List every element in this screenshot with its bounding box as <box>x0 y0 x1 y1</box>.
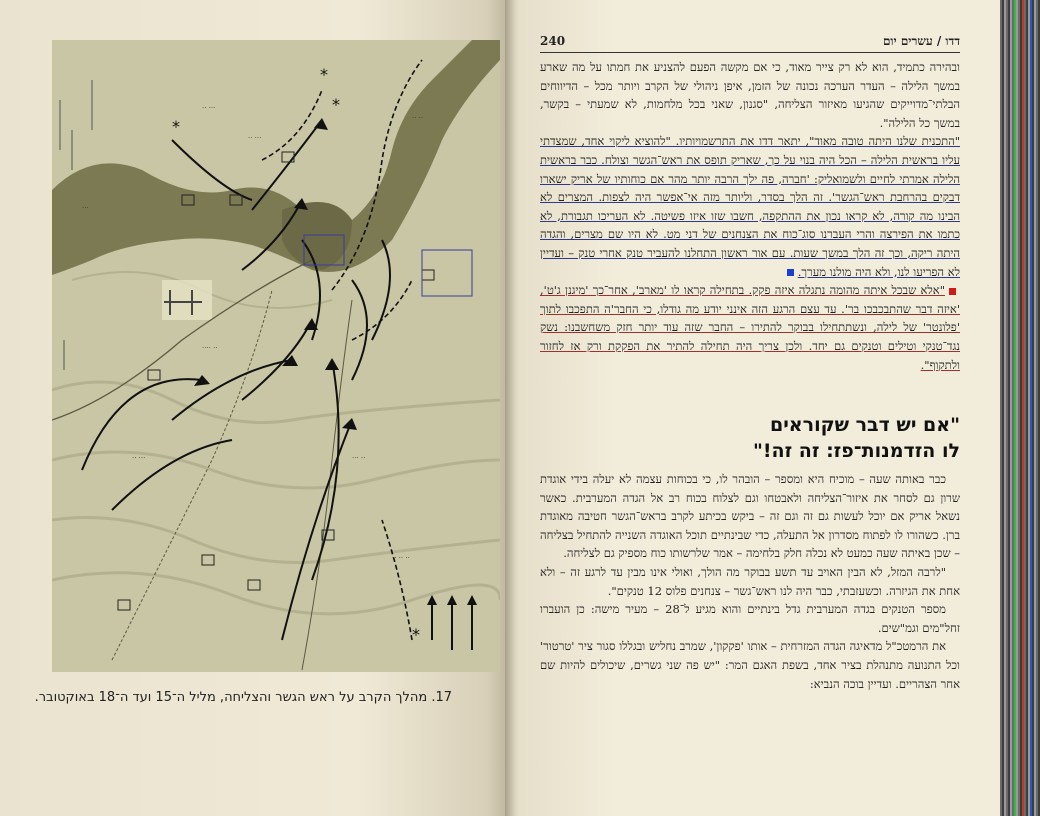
paragraph: ובהירה כתמיד, הוא לא רק צייר מאוד, כי אם מקשה הפעם להצניע את חמתו על מה שארע במשך הלילה – העדר הערכה נכונה של הזמן, איפן ניהולי של הקרב ויותר מכל – הדיווחים הבלתי־מדוייקים שהגיעו מאיזור הצליחה, "סגנון, שאני בכל מלחמות, לא שמעתי – בקשר, במשך כל הלילה". <box>540 60 960 130</box>
underlined-block-red <box>540 281 960 374</box>
svg-text:*: * <box>172 117 180 136</box>
running-head <box>540 34 960 53</box>
page-number: 240 <box>540 34 566 48</box>
svg-text:···· ··: ···· ·· <box>202 344 218 352</box>
battle-map <box>52 40 500 672</box>
left-page <box>0 0 512 816</box>
paragraph: מספר הטנקים בגדה המערבית גדל בינתיים והוא מגיע ל־28 – מעיר מישה: כן הועברו זחל"מים וגמ"שים. <box>540 602 960 635</box>
svg-text:·· ···: ·· ··· <box>202 104 216 112</box>
underlined-block-blue <box>540 132 960 281</box>
blue-square-marker <box>787 269 794 276</box>
svg-text:·· ···: ·· ··· <box>132 454 146 462</box>
text-column-bottom <box>540 470 960 693</box>
map-caption: 17. מהלך הקרב על ראש הגשר והצליחה, מליל ה־15 ועד ה־18 באוקטובר. <box>34 690 452 705</box>
paragraph: את הרמטכ"ל מדאיגה הגדה המזרחית – אותו 'פקקון', שמרב נחליש ובגללו סגור ציר 'טרטור' וכל התנועה מתנהלת בציר אחד, בשפת האגם המר: "יש פה שני גשרים, שיכולים להיות שם אחר הצהריים. ועדיין בוכה הנביא: <box>540 639 960 691</box>
paragraph-underlined: "התכנית שלנו היתה טובה מאוד", יתאר דדו את התרשמויותיו. "להוציא ליקוי אחד, שמצדתי עליו בראשית הלילה – הכל היה בנוי על כך, שאריק תופס את ראש־הגשר וצולח. כבר בראשית הלילה אמרתי לחיים ולשמואליק: 'חברה, פה ילך הרבה יותר מהר אם כוחותיו של אריק ישארו דבקים בהרחבת ראש־הגשר'. זה הלך בסדר, וליותר מזה אי־אפשר היה לצפות. המצרים לא הבינו מה קורה, לא קראו נכון את ההתקפה, חשבו שזו איזו פשיטה. לא העריכו תגבורת, לא כתמו את הפירצה והרי העברנו סוג־כוח את הצנחנים של דני מט. לא היו שם מצרים, והגדה היתה ריקה, וכך זה הלך במשך שעות. עם אור ראשון התחלנו להעביר טנק אחרי טנק – ועדיין לא הפריעו לנו, ולא היה מולנו מערך. <box>540 134 960 279</box>
page-edges <box>1000 0 1040 816</box>
terrain-texture <box>52 272 500 614</box>
svg-text:·· ·· ··: ·· ·· ·· <box>392 554 410 562</box>
svg-text:··· ··: ··· ·· <box>352 454 366 462</box>
section-heading <box>680 412 960 464</box>
svg-text:*: * <box>320 65 328 84</box>
svg-text:*: * <box>332 95 340 114</box>
text-column-top <box>540 58 960 374</box>
svg-text:···: ··· <box>82 204 89 212</box>
paragraph: כבר באותה שעה – מוכיח היא ומספר – הובהר לו, כי בכוחות עצמה לא יעלה בידי אוגדת שרון גם לסחר את איזור־הצליחה ולאבטחו וגם לצלוח בכוח רב אל הגדה המערבית. כאשר נשאל אריק אם יוכל לעשות גם זה וגם זה – ביקש בכיתע לקרב בראש־הגשר חטיבה מאוגדת ברן. כשהורו לו לפתוח מסדרון אל התעלה, כדי שבינתיים תוכל האוגדה השנייה להתחיל בצליחה – שכן באיתה שעה כמעט לא נכלה חלק בלחימה – אמר שלרשותו כוח מספיק גם לצליחה. <box>540 472 960 561</box>
red-square-marker <box>949 288 956 295</box>
heading-line: לו הזדמנות־פז: זה זה!" <box>752 440 960 462</box>
paragraph-underlined: "אלא שבכל איתה מהומה נתגלה איזה פקק. בתחילה קראו לו 'מארב', אחר־כך 'מיגנן ג'ט', 'איזה דבר שהתבכבכו בר'. עד עצם הרגע הזה אינני יודע מה גודלו, כי החבר'ה התפכבו לתוך 'פלונטר' של לילה, ונשתתחילו בבוקר להתירו – החבר שזה עוד יותר חזק משחשבנו: נשק נגד־טנקי וטילים וטנקים גם יחד. ולכן צריך היה תחילה להתיר את הפקקת ורק אז לחזור ולתקוף". <box>540 283 960 372</box>
paragraph: "לרבה המזל, לא הבין האויב עד תשע בבוקר מה הולך, ואולי אינו מבין עד לרגע זה – ולא אחת את הגיזרה. וכשעזבתי, כבר היה לנו ראש־גשר – צנחנים פלוס 12 טנקים". <box>540 564 960 598</box>
svg-text:·· ··: ·· ·· <box>412 114 424 122</box>
svg-text:*: * <box>412 625 420 644</box>
svg-text:·· ···: ·· ··· <box>248 134 262 142</box>
heading-line: "אם יש דבר שקוראים <box>769 414 960 436</box>
book-title: דדו / עשרים יום <box>882 34 960 48</box>
map-drawing <box>52 40 500 672</box>
